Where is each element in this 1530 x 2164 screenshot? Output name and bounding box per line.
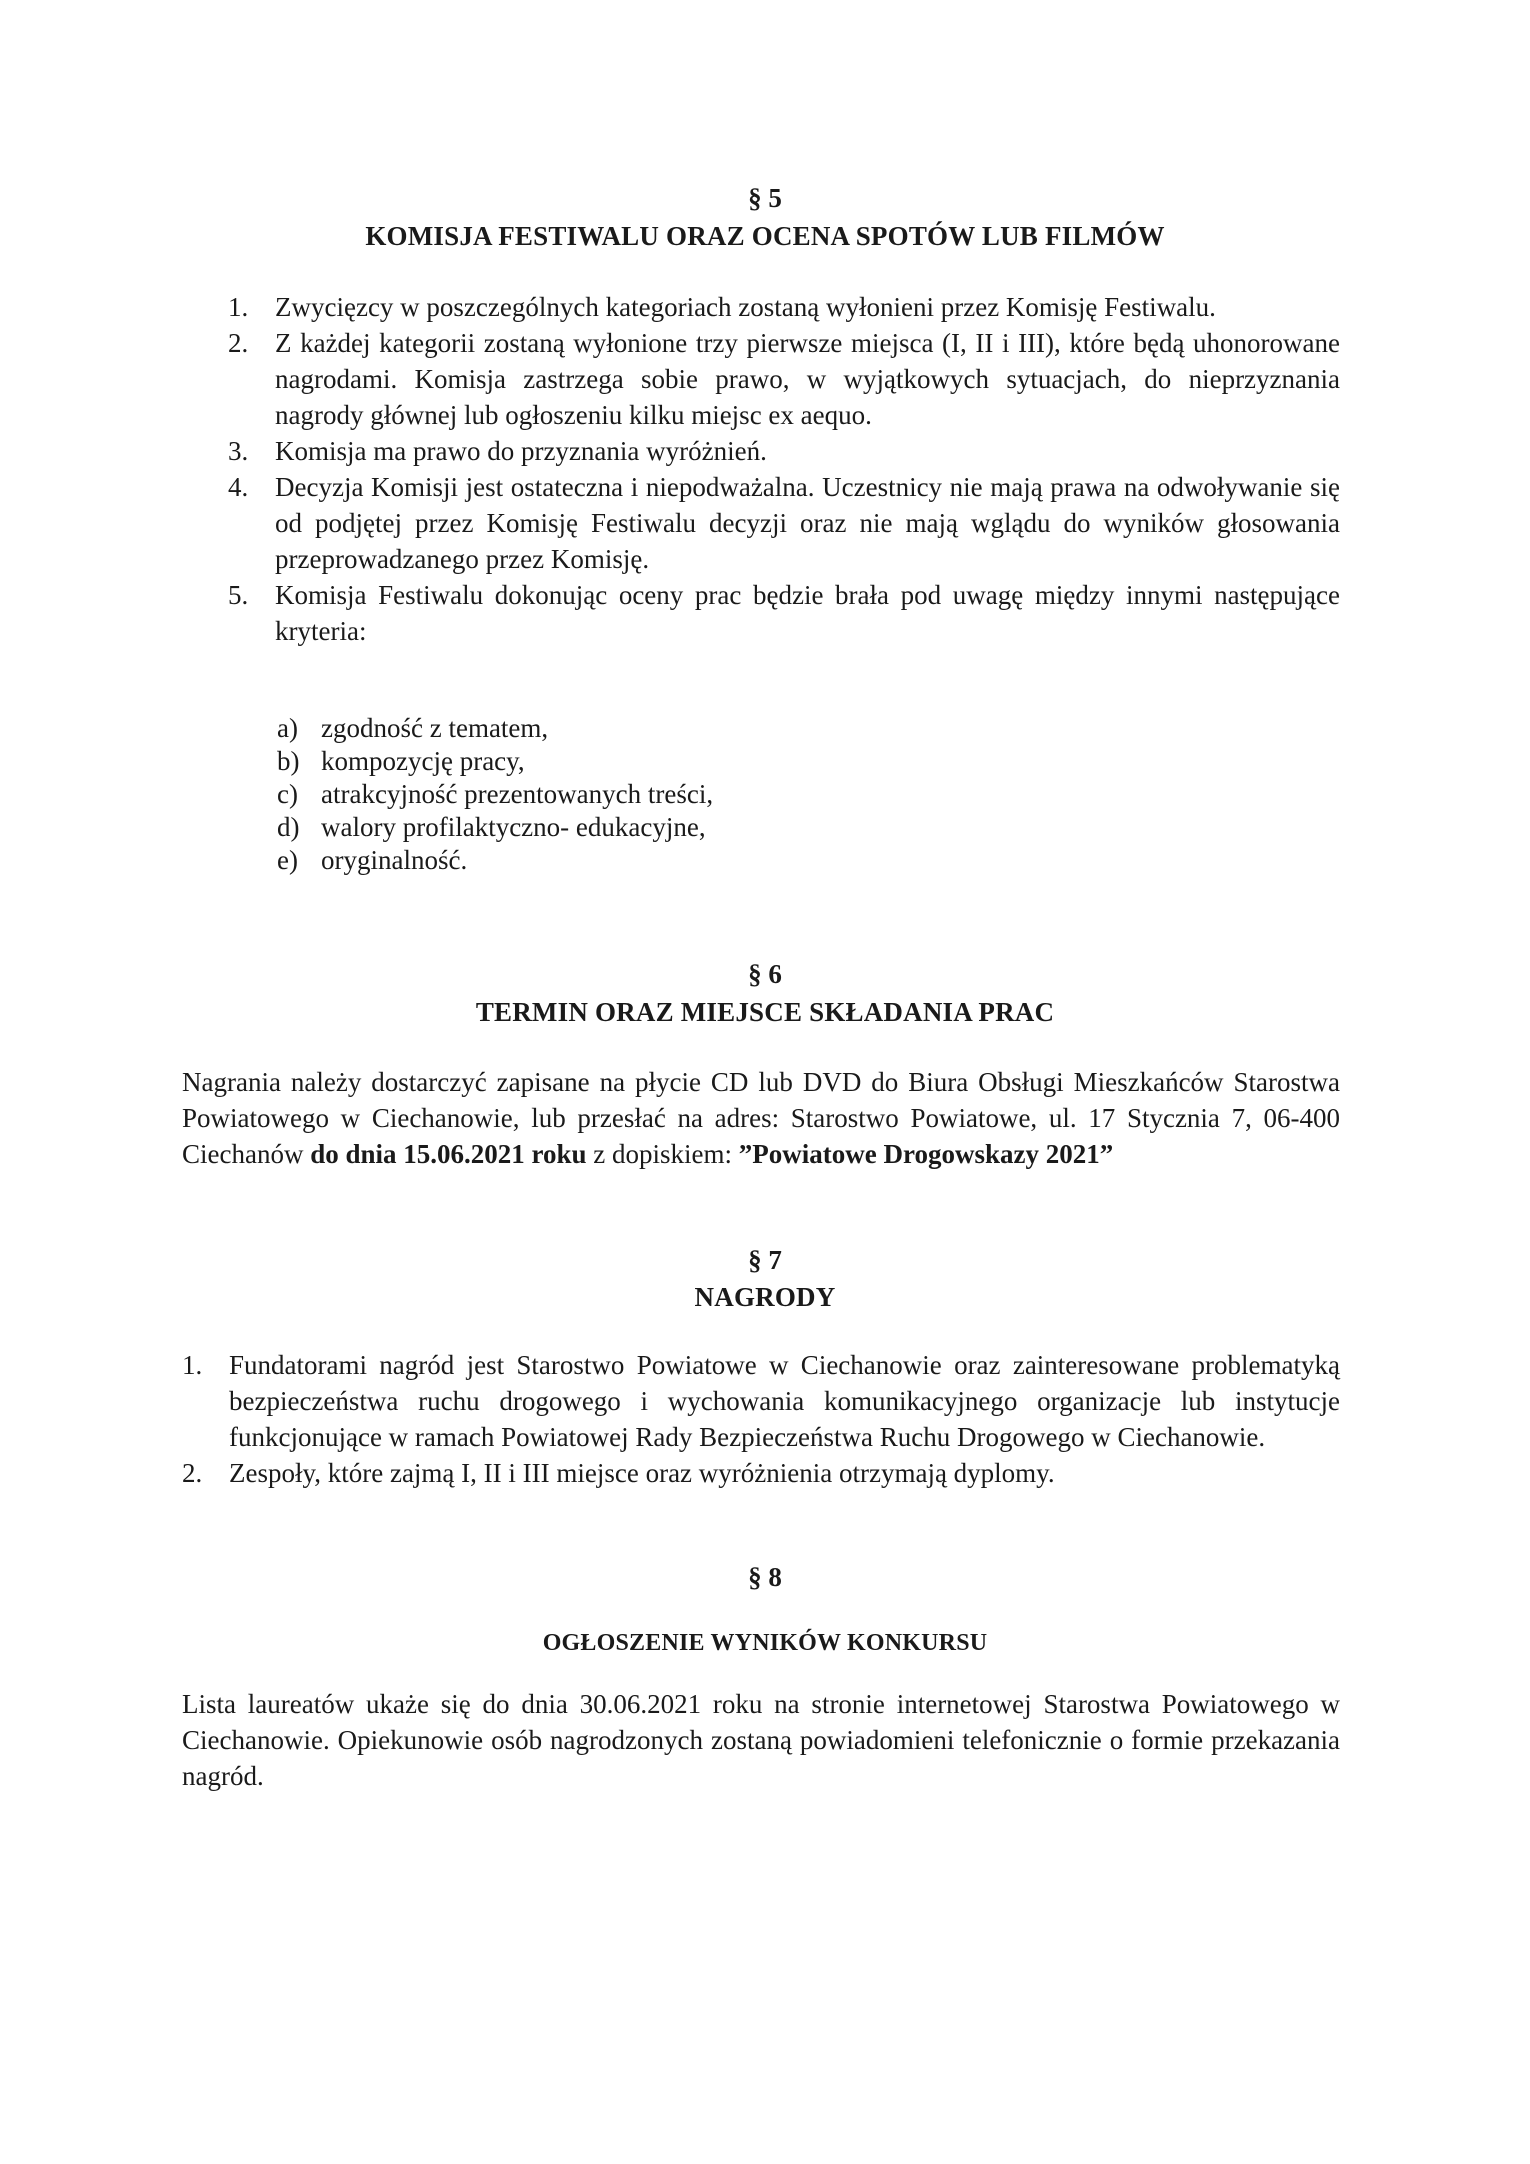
list-item-text: Zwycięzcy w poszczególnych kategoriach zostaną wyłonieni przez Komisję Festiwalu. [275,292,1216,322]
deadline-date: do dnia 15.06.2021 roku [310,1139,587,1169]
list-item: 4. Decyzja Komisji jest ostateczna i niepodważalna. Uczestnicy nie mają prawa na odwoływanie się od podjętej przez Komisję Festiwalu decyzji oraz nie mają wglądu do wyników głosowania przeprowadzanego przez Komisję. [228,472,1340,574]
section-8-paragraph: Lista laureatów ukaże się do dnia 30.06.2021 roku na stronie internetowej Starostwa Powiatowego w Ciechanowie. Opiekunowie osób nagrodzonych zostaną powiadomieni telefonicznie o formie przekazania nagród. [182,1689,1340,1791]
list-item-text: Komisja ma prawo do przyznania wyróżnień. [275,436,767,466]
list-item: 2. Zespoły, które zajmą I, II i III miejsce oraz wyróżnienia otrzymają dyplomy. [182,1458,1055,1488]
list-item: 1. Zwycięzcy w poszczególnych kategoriach zostaną wyłonieni przez Komisję Festiwalu. [228,292,1216,322]
section-6-title: TERMIN ORAZ MIEJSCE SKŁADANIA PRAC [475,997,1055,1027]
section-5-list [228,289,1340,649]
section-7-list [182,1347,1340,1491]
criteria-item: c) atrakcyjność prezentowanych treści, [277,779,714,809]
list-item: 2. Z każdej kategorii zostaną wyłonione trzy pierwsze miejsca (I, II i III), które będą uhonorowane nagrodami. Komisja zastrzega sobie prawo, w wyjątkowych sytuacjach, do nieprzyznania nagrody głównej lub ogłoszeniu kilku miejsc ex aequo. [228,328,1340,430]
criteria-item-text: kompozycję pracy, [321,746,525,776]
list-item: 1. Fundatorami nagród jest Starostwo Powiatowe w Ciechanowie oraz zainteresowane problematyką bezpieczeństwa ruchu drogowego i wychowania komunikacyjnego organizacje lub instytucje funkcjonujące w ramach Powiatowej Rady Bezpieczeństwa Ruchu Drogowego w Ciechanowie. [182,1350,1340,1452]
list-item-text: Fundatorami nagród jest Starostwo Powiatowe w Ciechanowie oraz zainteresowane problematyką bezpieczeństwa ruchu drogowego i wychowania komunikacyjnego organizacje lub instytucje funkcjonujące w ramach Powiatowej Rady Bezpieczeństwa Ruchu Drogowego w Ciechanowie. [229,1350,1340,1452]
criteria-item: e) oryginalność. [277,845,468,875]
criteria-item: d) walory profilaktyczno- edukacyjne, [277,812,706,842]
criteria-item-text: atrakcyjność prezentowanych treści, [321,779,714,809]
criteria-item-text: walory profilaktyczno- edukacyjne, [321,812,706,842]
criteria-item: b) kompozycję pracy, [277,746,525,776]
section-6-number: § 6 [748,959,782,989]
list-item-text: Zespoły, które zajmą I, II i III miejsce oraz wyróżnienia otrzymają dyplomy. [229,1458,1055,1488]
list-item: 5. Komisja Festiwalu dokonując oceny prac będzie brała pod uwagę między innymi następujące kryteria: [228,580,1340,646]
section-6-text-a: Nagrania należy dostarczyć zapisane na płycie CD lub DVD do Biura Obsługi Mieszkańców Starostwa Powiatowego w Ciechanowie, lub przesłać na adres: Starostwo Powiatowe, ul. 17 Stycznia 7, 06-400 Ciechanów [182,1067,1340,1169]
section-8-number: § 8 [748,1562,782,1592]
section-7-number: § 7 [748,1245,782,1275]
section-7-title: NAGRODY [694,1282,836,1312]
list-item-text: Decyzja Komisji jest ostateczna i niepodważalna. Uczestnicy nie mają prawa na odwoływanie się od podjętej przez Komisję Festiwalu decyzji oraz nie mają wglądu do wyników głosowania przeprowadzanego przez Komisję. [275,472,1340,574]
criteria-item-text: zgodność z tematem, [321,713,549,743]
section-8-title: OGŁOSZENIE WYNIKÓW KONKURSU [542,1630,988,1656]
inscription-text: ”Powiatowe Drogowskazy 2021” [738,1139,1114,1169]
criteria-item-text: oryginalność. [321,845,468,875]
criteria-item: a) zgodność z tematem, [277,713,549,743]
criteria-list [277,712,713,877]
list-item-text: Komisja Festiwalu dokonując oceny prac będzie brała pod uwagę między innymi następujące kryteria: [275,580,1340,646]
section-5-title: KOMISJA FESTIWALU ORAZ OCENA SPOTÓW LUB FILMÓW [365,221,1165,251]
section-6-text-c: z dopiskiem: [586,1139,739,1169]
section-5-number: § 5 [748,183,782,213]
list-item-text: Z każdej kategorii zostaną wyłonione trzy pierwsze miejsca (I, II i III), które będą uhonorowane nagrodami. Komisja zastrzega sobie prawo, w wyjątkowych sytuacjach, do nieprzyznania nagrody głównej lub ogłoszeniu kilku miejsc ex aequo. [275,328,1340,430]
list-item: 3. Komisja ma prawo do przyznania wyróżnień. [228,436,767,466]
section-6-paragraph [182,1064,1340,1172]
